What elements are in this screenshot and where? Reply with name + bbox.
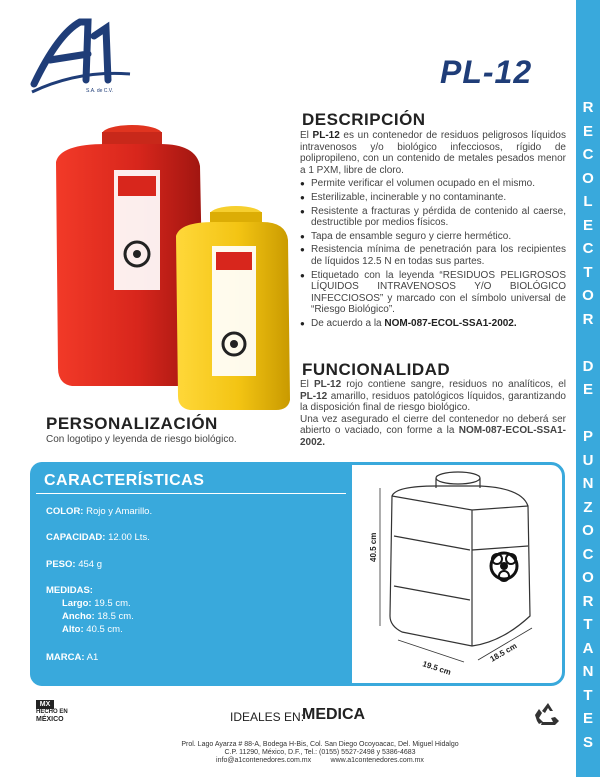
- side-banner-letter: N: [582, 475, 594, 492]
- website-link[interactable]: www.a1contenedores.com.mx: [330, 757, 424, 765]
- company-logo: [28, 14, 138, 100]
- side-banner-letter: A: [582, 639, 594, 657]
- logo-subtext: S.A. de C.V.: [86, 88, 114, 94]
- spec-brand: MARCA: A1: [46, 652, 99, 663]
- side-banner-letter: C: [582, 545, 594, 563]
- side-banner-letter: D: [582, 357, 594, 375]
- characteristics-heading: CARACTERÍSTICAS: [44, 472, 205, 489]
- side-banner-letter: R: [582, 592, 594, 610]
- side-banner-letter: N: [582, 663, 594, 680]
- width-dimension-label: 18.5 cm: [488, 641, 519, 664]
- description-heading: DESCRIPCIÓN: [302, 110, 426, 129]
- side-banner-letter: R: [582, 310, 594, 328]
- company-address: Prol. Lago Ayarza # 88-A, Bodega H-Bis, Col. San Diego Ocoyoacac, Del. Miguel Hidalgo C.P. 11290, México, D.F., Tel.: (0155) 5527-2498 y 5386-4683 info@a1contenedores.com.mx www.a1contenedores.com.mx: [181, 741, 459, 765]
- spec-measures-label: MEDIDAS:: [46, 585, 93, 596]
- functionality-paragraph: Una vez asegurado el cierre del contenedor no deberá ser abierto o vaciado, con forme a la NOM-087-ECOL-SSA1-2002.: [300, 413, 566, 448]
- side-banner-letter: P: [582, 428, 593, 445]
- side-banner-letter: C: [582, 146, 594, 163]
- side-banner-letter: S: [582, 733, 593, 751]
- side-banner-gap: [576, 402, 600, 426]
- side-banner-letter: T: [583, 686, 593, 704]
- spec-color: COLOR: Rojo y Amarillo.: [46, 506, 153, 517]
- dimension-diagram: [352, 466, 562, 680]
- ideal-for-label: IDEALES EN:: [230, 710, 305, 724]
- spec-height: Alto: 40.5 cm.: [62, 624, 123, 635]
- list-item: ● De acuerdo a la NOM-087-ECOL-SSA1-2002.: [300, 318, 566, 330]
- functionality-body: [300, 379, 566, 449]
- height-dimension-label: 40.5 cm: [369, 532, 378, 562]
- spec-length: Largo: 19.5 cm.: [62, 598, 131, 609]
- description-intro: El PL-12 es un contenedor de residuos peligrosos líquidos intravenosos y/o biológico infecciosos, rígido de polipropileno, con un contenido de metales pesados menor a 1 PXM, libre de cloro.: [300, 130, 566, 176]
- spec-weight: PESO: 454 g: [46, 559, 102, 570]
- spec-capacity: CAPACIDAD: 12.00 Lts.: [46, 532, 150, 543]
- list-item: ● Permite verificar el volumen ocupado en el mismo.: [300, 178, 566, 190]
- customization-heading: PERSONALIZACIÓN: [46, 414, 218, 433]
- side-banner-letter: Z: [583, 498, 593, 516]
- recycle-icon: [533, 701, 563, 727]
- list-item: ● Esterilizable, incinerable y no contaminante.: [300, 192, 566, 204]
- side-banner-letter: O: [582, 287, 594, 304]
- side-banner-letter: C: [582, 240, 594, 257]
- side-banner-text: [576, 96, 600, 754]
- functionality-heading: FUNCIONALIDAD: [302, 360, 451, 379]
- made-in-mexico-icon: MX HECHO EN MÉXICO: [36, 701, 68, 723]
- list-item: ● Etiquetado con la leyenda “RESIDUOS PELIGROSOS LÍQUIDOS INTRAVENOSOS Y/O BIOLÓGICO INFECCIOSOS” y marcado con el símbolo universal de “Riesgo Biológico”.: [300, 270, 566, 316]
- side-banner-letter: O: [582, 569, 594, 586]
- side-banner-letter: R: [582, 99, 594, 116]
- side-banner-letter: O: [582, 169, 594, 187]
- email-link[interactable]: info@a1contenedores.com.mx: [216, 757, 312, 765]
- spec-width: Ancho: 18.5 cm.: [62, 611, 134, 622]
- list-item: ● Resistencia mínima de penetración para los recipientes de líquidos 12.5 N en todas sus partes.: [300, 244, 566, 267]
- list-item: ● Resistente a fracturas y pérdida de contenido al caerse, destructible por medios físicos.: [300, 206, 566, 229]
- functionality-paragraph: El PL-12 rojo contiene sangre, residuos no analíticos, el PL-12 amarillo, residuos patológicos líquidos, garantizando la disposición final de riesgo biológico.: [300, 379, 567, 414]
- side-banner-letter: O: [582, 522, 594, 539]
- side-banner-letter: E: [582, 122, 593, 140]
- biohazard-icon: [491, 553, 517, 581]
- side-banner-gap: [576, 331, 600, 355]
- product-photo: [36, 122, 291, 412]
- side-banner-letter: T: [583, 616, 593, 633]
- side-banner-letter: E: [582, 216, 593, 234]
- description-bullets: [300, 178, 566, 329]
- side-banner-letter: E: [582, 381, 593, 398]
- side-banner-letter: U: [582, 451, 594, 469]
- side-banner-letter: E: [582, 710, 593, 727]
- description-body: [300, 130, 566, 332]
- divider: [36, 493, 346, 494]
- side-banner-letter: L: [583, 193, 593, 210]
- length-dimension-label: 19.5 cm: [421, 659, 453, 677]
- customization-text: Con logotipo y leyenda de riesgo biológico.: [46, 434, 237, 445]
- ideal-for-value: MEDICA: [302, 706, 366, 723]
- list-item: ● Tapa de ensamble seguro y cierre hermético.: [300, 231, 566, 243]
- model-title: PL-12: [440, 54, 533, 90]
- side-banner-letter: T: [583, 263, 593, 281]
